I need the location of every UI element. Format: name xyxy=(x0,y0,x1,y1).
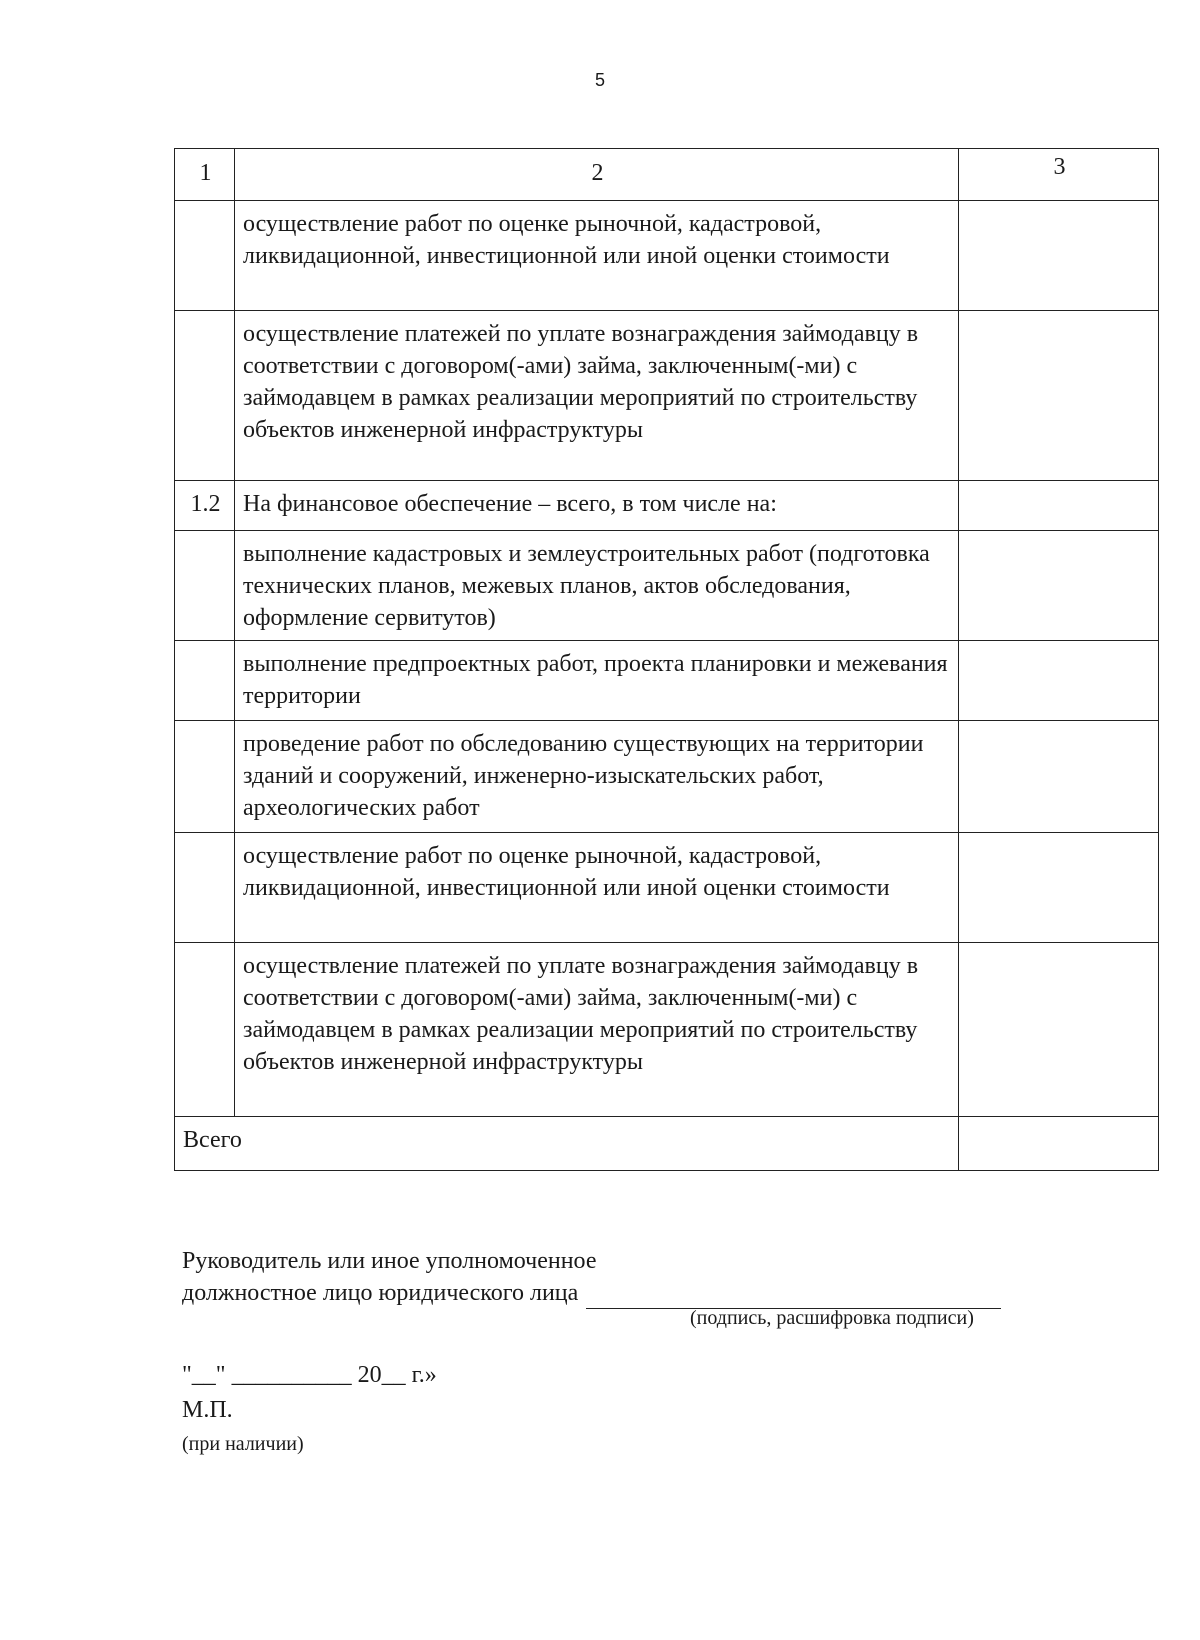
table-row xyxy=(175,531,1159,641)
signatory-title-line-2: должностное лицо юридического лица xyxy=(182,1280,579,1306)
table-row-total xyxy=(175,1117,1159,1171)
row-value-cell xyxy=(959,943,1159,1117)
row-description: проведение работ по обследованию существующих на территории зданий и сооружений, инженерно-изыскательских работ, археологических работ xyxy=(235,721,959,833)
signature-block xyxy=(182,1245,1001,1309)
table-header-row xyxy=(175,149,1159,201)
row-value-cell xyxy=(959,311,1159,481)
section-title: На финансовое обеспечение – всего, в том числе на: xyxy=(235,481,959,531)
stamp-note: (при наличии) xyxy=(182,1433,304,1455)
signature-caption: (подпись, расшифровка подписи) xyxy=(690,1307,974,1329)
row-value-cell xyxy=(959,201,1159,311)
page-number: 5 xyxy=(594,70,605,90)
row-number-cell xyxy=(175,833,235,943)
total-value-cell xyxy=(959,1117,1159,1171)
row-description: выполнение предпроектных работ, проекта планировки и межевания территории xyxy=(235,641,959,721)
table-row xyxy=(175,311,1159,481)
row-description: осуществление работ по оценке рыночной, кадастровой, ликвидационной, инвестиционной или иной оценки стоимости xyxy=(235,201,959,311)
row-value-cell xyxy=(959,833,1159,943)
row-description: осуществление платежей по уплате вознаграждения займодавцу в соответствии с договором(-ами) займа, заключенным(-ми) с займодавцем в рамках реализации мероприятий по строительству объектов инженерной инфраструктуры xyxy=(235,311,959,481)
funding-table xyxy=(174,148,1159,1171)
row-description: выполнение кадастровых и землеустроительных работ (подготовка технических планов, межевых планов, актов обследования, оформление сервитутов) xyxy=(235,531,959,641)
row-value-cell xyxy=(959,481,1159,531)
table-row xyxy=(175,721,1159,833)
section-number: 1.2 xyxy=(175,481,235,531)
row-number-cell xyxy=(175,641,235,721)
table-row xyxy=(175,201,1159,311)
row-description: осуществление платежей по уплате вознаграждения займодавцу в соответствии с договором(-ами) займа, заключенным(-ми) с займодавцем в рамках реализации мероприятий по строительству объектов инженерной инфраструктуры xyxy=(235,943,959,1117)
column-header-3: 3 xyxy=(959,149,1159,201)
row-value-cell xyxy=(959,531,1159,641)
signatory-title-line-1: Руководитель или иное уполномоченное xyxy=(182,1248,597,1274)
signature-line xyxy=(586,1282,1001,1309)
total-label: Всего xyxy=(175,1117,959,1171)
column-header-1: 1 xyxy=(175,149,235,201)
table-row-section-1-2 xyxy=(175,481,1159,531)
row-number-cell xyxy=(175,531,235,641)
date-line: "__" __________ 20__ г.» xyxy=(182,1362,437,1388)
stamp-label: М.П. xyxy=(182,1397,233,1423)
row-value-cell xyxy=(959,721,1159,833)
row-number-cell xyxy=(175,311,235,481)
table-row xyxy=(175,943,1159,1117)
column-header-2: 2 xyxy=(235,149,959,201)
row-value-cell xyxy=(959,641,1159,721)
table-row xyxy=(175,641,1159,721)
table-row xyxy=(175,833,1159,943)
row-number-cell xyxy=(175,943,235,1117)
row-number-cell xyxy=(175,721,235,833)
row-description: осуществление работ по оценке рыночной, кадастровой, ликвидационной, инвестиционной или иной оценки стоимости xyxy=(235,833,959,943)
row-number-cell xyxy=(175,201,235,311)
